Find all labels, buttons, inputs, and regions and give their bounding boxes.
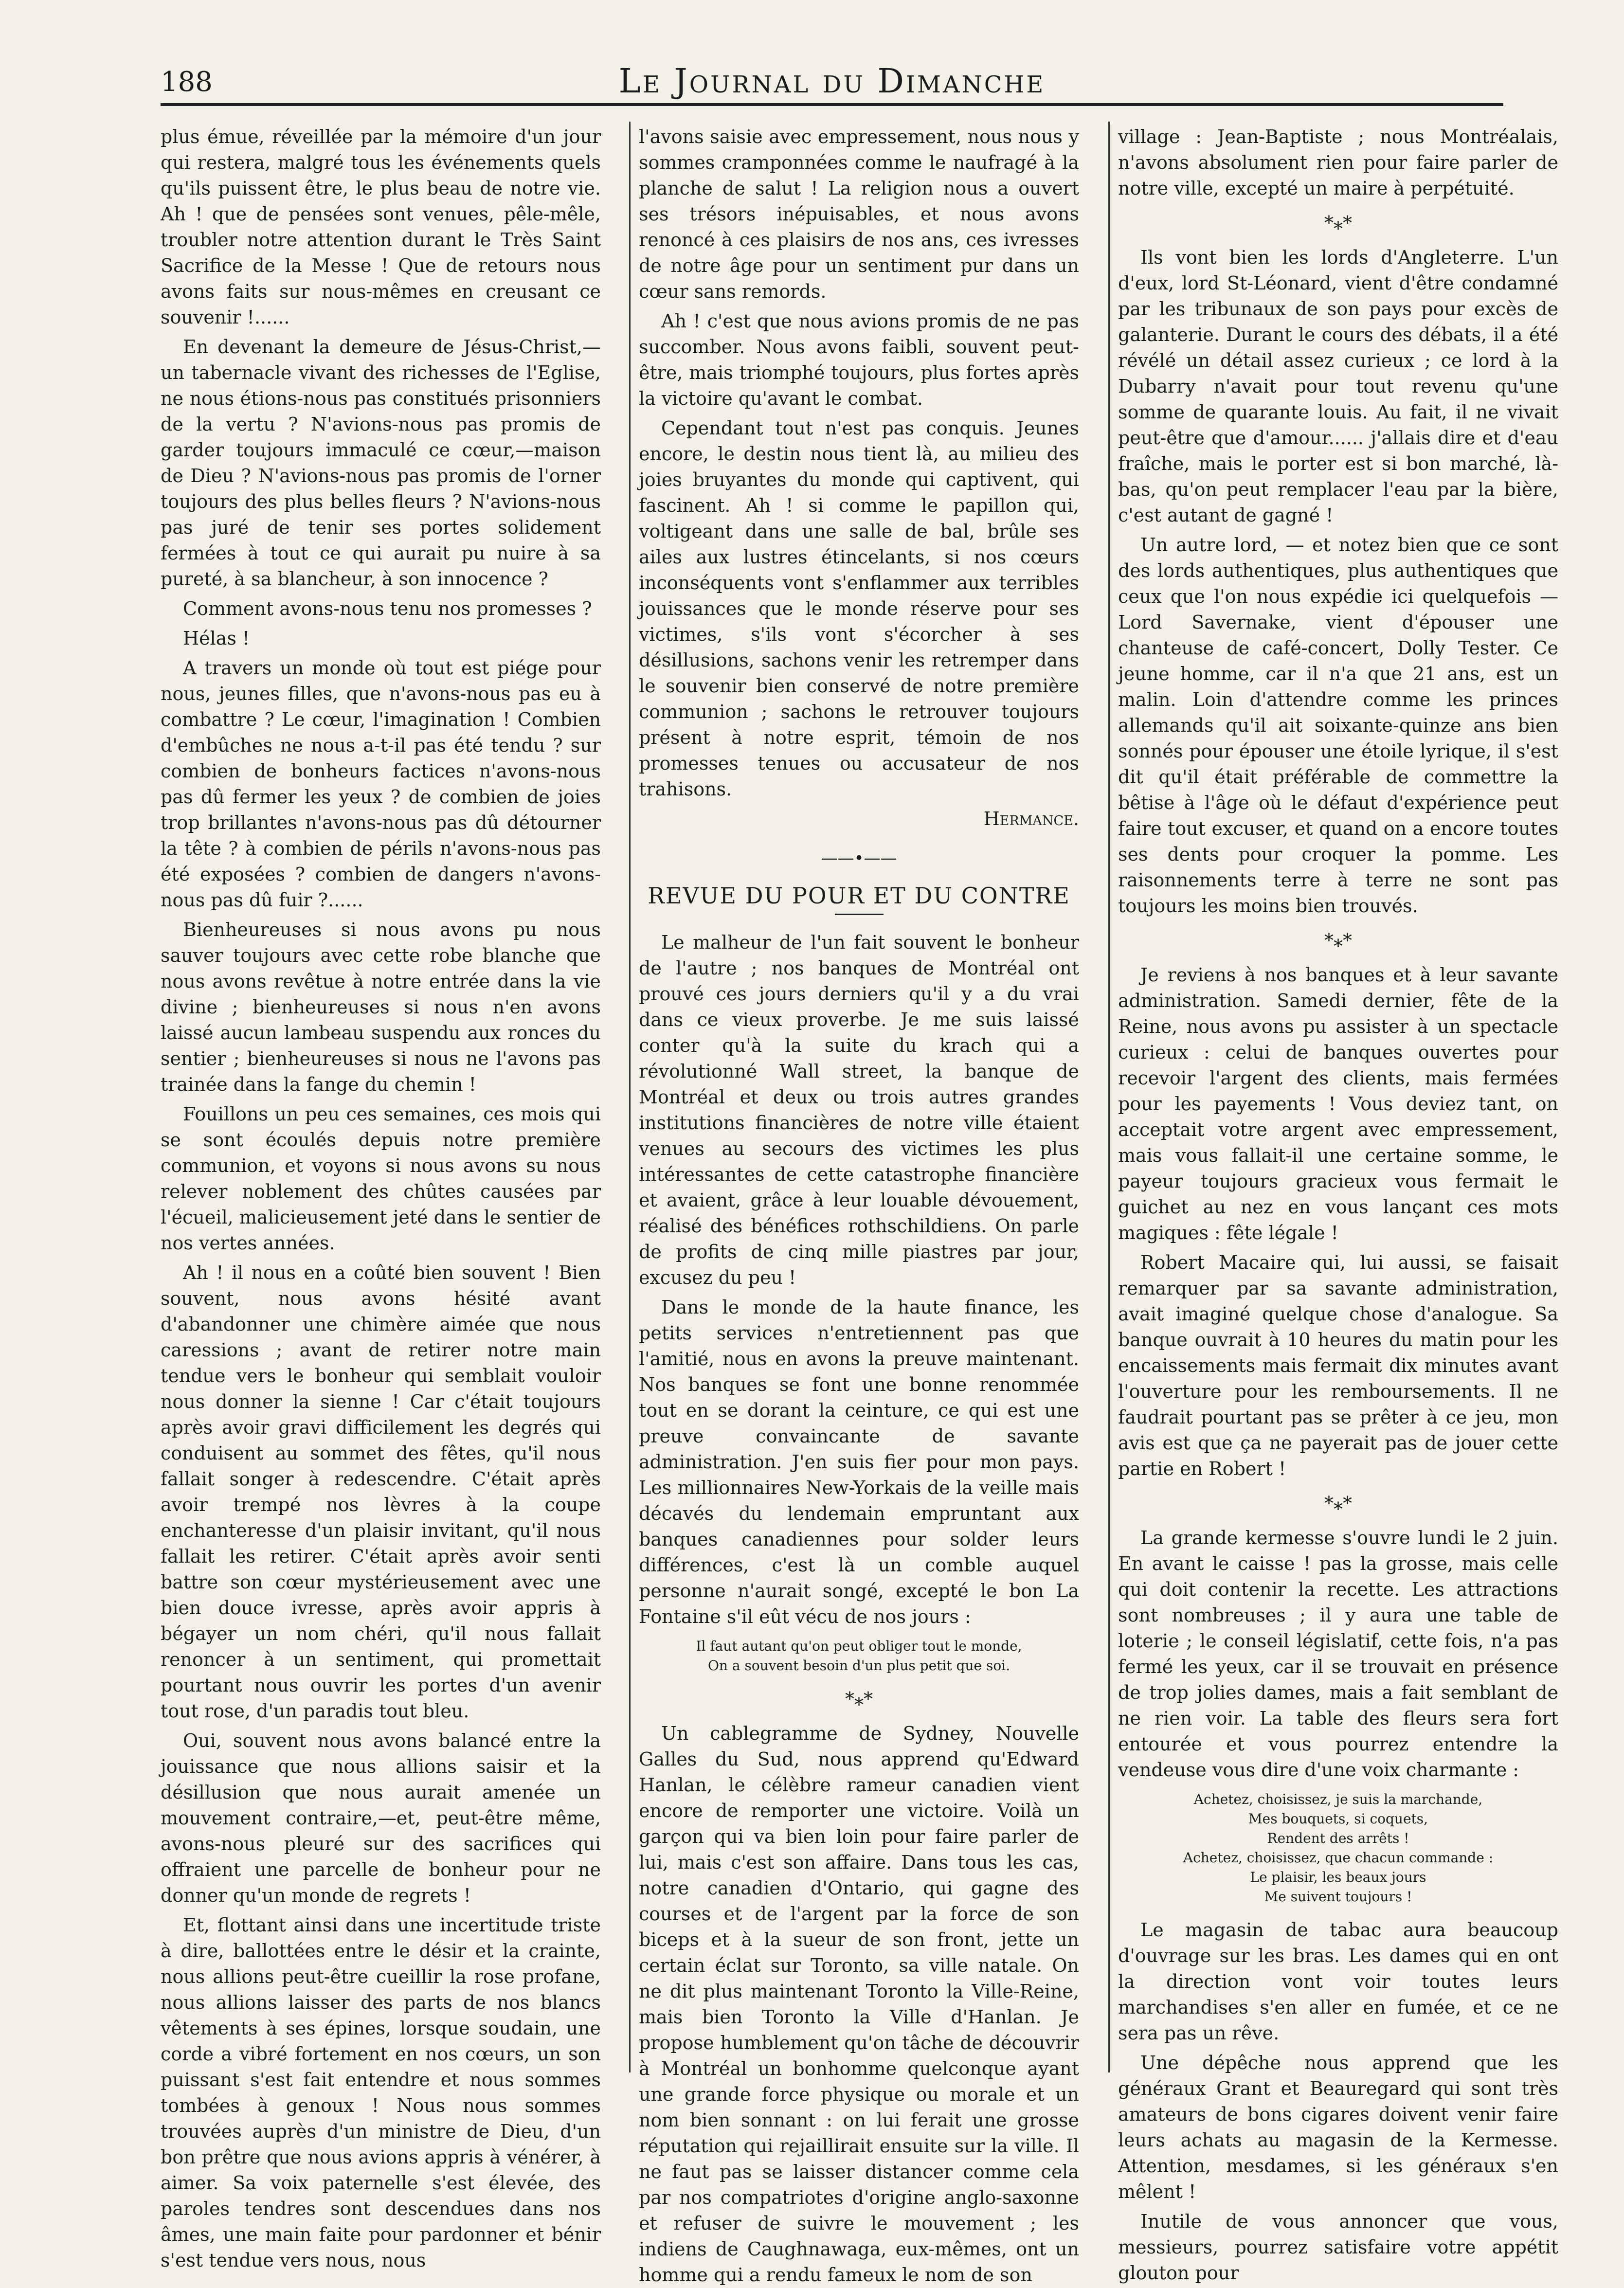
verse-line: Le plaisir, les beaux jours (1250, 1869, 1426, 1885)
column-2 (639, 124, 1079, 2286)
paragraph: Cependant tout n'est pas conquis. Jeunes encore, le destin nous tient là, au milieu des joies bruyantes du monde qui captivent, qui fascinent. Ah ! si comme le papillon qui, voltigeant dans une salle de bal, brûle ses ailes aux lustres étincelants, si nos cœurs inconséquents vont s'enflammer aux terribles jouissances que le monde réserve pour ses victimes, s'ils vont s'écorcher à ses désillusions, sachons venir les retremper dans le souvenir bien conservé de notre première communion ; sachons le retrouver toujours présent à notre esprit, témoin de nos promesses tenues ou accusateur de nos trahisons. (639, 417, 1079, 800)
asterism: *⁎* (1324, 1493, 1352, 1514)
article-text (1118, 1917, 1558, 2286)
paragraph: Et, flottant ainsi dans une incertitude triste à dire, ballottées entre le désir et la crainte, nous allions peut-être cueillir la rose profane, nous allions laisser des parts de nos blancs vêtements à ses épines, lorsque soudain, une corde a vibré fortement en nos cœurs, un son puissant s'est fait entendre et nous sommes tombées à genoux ! Nous nous sommes trouvées auprès d'un ministre de Dieu, d'un bon prêtre que nous avions appris à vénérer, à aimer. Sa voix paternelle s'est élevée, des paroles tendres sont descendues dans nos âmes, une main faite pour pardonner et bénir s'est tendue vers nous, nous (161, 1914, 601, 2271)
signature: Hermance. (983, 808, 1079, 829)
paragraph: Le magasin de tabac aura beaucoup d'ouvrage sur les bras. Les dames qui en ont la direction vont voir toutes leurs marchandises s'en aller en fumée, et ce ne sera pas un rêve. (1118, 1919, 1558, 2044)
paragraph: Oui, souvent nous avons balancé entre la jouissance que nous allions saisir et la désillusion que nous aurait amenée un mouvement contraire,—et, peut-être même, avons-nous pleuré sur des sacrifices qui offraient une parcelle de bonheur pour ne donner qu'un monde de regrets ! (161, 1730, 601, 1906)
separator: ——•—— (821, 848, 897, 868)
section-title: REVUE DU POUR ET DU CONTRE (648, 883, 1070, 909)
paragraph: Ils vont bien les lords d'Angleterre. L'un d'eux, lord St-Léonard, vient d'être condamné par les tribunaux de son pays pour excès de galanterie. Durant le cours des débats, il a été révélé un détail assez curieux ; ce lord à la Dubarry n'avait pour tout revenu qu'une somme de quarante louis. Au fait, il ne vivait peut-être que d'amour...... j'allais dire et d'eau fraîche, mais le porter est si bon marché, là-bas, qu'on peut remplacer l'eau par la bière, c'est autant de gagné ! (1118, 247, 1558, 526)
paragraph: Hélas ! (183, 628, 250, 649)
header-rule (161, 103, 1503, 106)
paragraph: l'avons saisie avec empressement, nous nous y sommes cramponnées comme le naufragé à la planche de salut ! La religion nous a ouvert ses trésors inépuisables, et nous avons renoncé à ces plaisirs de nos ans, ces ivresses de notre âge pour un sentiment pur dans un cœur sans remords. (639, 126, 1079, 302)
paragraph: Ah ! il nous en a coûté bien souvent ! Bien souvent, nous avons hésité avant d'abandonner une chimère aimée que nous caressions ; avant de retirer notre main tendue vers le bonheur qui semblait vouloir nous donner la sienne ! Car c'était toujours après avoir gravi difficilement les degrés qui conduisent au sommet des fêtes, qu'il nous fallait songer à redescendre. C'était après avoir trempé nos lèvres à la coupe enchanteresse d'un plaisir invitant, qu'il nous fallait les retirer. C'était après avoir senti battre son cœur mystérieusement avec une bien douce ivresse, après avoir appris à bégayer un nom chéri, qu'il nous fallait renoncer à un sentiment, qui promettait pourtant nous ouvrir les portes d'un avenir tout rose, d'un paradis tout bleu. (161, 1262, 601, 1722)
verse-line: Me suivent toujours ! (1264, 1889, 1412, 1905)
column-1 (161, 124, 601, 2271)
paragraph: Ah ! c'est que nous avions promis de ne pas succomber. Nous avons faibli, souvent peut-être, mais triomphé toujours, plus fortes après la victoire qu'avant le combat. (639, 310, 1079, 409)
article-text (1118, 1525, 1558, 1783)
article-text (639, 124, 1079, 802)
column-3 (1118, 124, 1558, 2284)
quote-verse (639, 1637, 1079, 1675)
article-text (639, 930, 1079, 1630)
paragraph: Je reviens à nos banques et à leur savante administration. Samedi dernier, fête de la Reine, nous avons pu assister à un spectacle curieux : celui de banques ouvertes pour recevoir l'argent des clients, mais fermées pour les payements ! Vous deviez tant, on acceptait votre argent avec empressement, mais vous fallait-il une certaine somme, le payeur toujours gracieux vous fermait le guichet au nez en vous lançant ces mots magiques : fête légale ! (1118, 964, 1558, 1243)
page-number: 188 (161, 66, 213, 98)
verse-line: Achetez, choisissez, je suis la marchande, (1193, 1791, 1483, 1807)
paragraph: Un autre lord, — et notez bien que ce sont des lords authentiques, plus authentiques que ceux que l'on nous expédie ici quelquefois — Lord Savernake, vient d'épouser une chanteuse de café-concert, Dolly Tester. Ce jeune homme, car il n'a que 21 ans, est un malin. Loin d'attendre comme les princes allemands qu'il ait soixante-quinze ans bien sonnés pour épouser une étoile lyrique, il s'est dit qu'il était préférable de commettre la bêtise à l'âge où le défaut d'expérience peut faire tout excuser, et quand on a encore toutes ses dents pour croquer la pomme. Les raisonnements terre à terre ne sont pas toujours les moins bien trouvés. (1118, 534, 1558, 917)
column-divider (629, 122, 631, 2072)
journal-title: Le Journal du Dimanche (618, 62, 1046, 101)
paragraph: Un cablegramme de Sydney, Nouvelle Galles du Sud, nous apprend qu'Edward Hanlan, le célèbre rameur canadien vient encore de remporter une victoire. Voilà un garçon qui va bien loin pour faire parler de lui, mais c'est son affaire. Dans tous les cas, notre canadien d'Ontario, qui gagne des courses et de l'argent par la force de son biceps et à la sueur de son front, jette un certain éclat sur Toronto, sa ville natale. On ne dit plus maintenant Toronto la Ville-Reine, mais bien Toronto la Ville d'Hanlan. Je propose humblement qu'on tâche de découvrir à Montréal un bonhomme quelconque ayant une grande force physique ou morale et un nom bien sonnant : on lui ferait une grosse réputation qui rejaillirait ensuite sur la ville. Il ne faut pas se laisser distancer comme cela par nos compatriotes d'origine anglo-saxonne et refuser de suivre le mouvement ; les indiens de Caughnawaga, eux-mêmes, ont un homme qui a rendu fameux le nom de son (639, 1723, 1079, 2286)
column-divider (1108, 122, 1110, 2072)
verse-line: Il faut autant qu'on peut obliger tout le monde, (696, 1638, 1022, 1654)
paragraph: Le malheur de l'un fait souvent le bonheur de l'autre ; nos banques de Montréal ont prouvé ces jours derniers qu'il y a du vrai dans ce vieux proverbe. Je me suis laissé conter qu'à la suite du krach qui a révolutionné Wall street, la banque de Montréal et deux ou trois autres grandes institutions financières de notre ville étaient venues au secours des victimes les plus intéressantes de cette catastrophe financière et avaient, grâce à leur louable dévouement, réalisé des bénéfices rothschildiens. On parle de profits de cinq mille piastres par jour, excusez du peu ! (639, 932, 1079, 1288)
paragraph: Fouillons un peu ces semaines, ces mois qui se sont écoulés depuis notre première communion, et voyons si nous avons su nous relever noblement des chûtes causées par l'écueil, malicieusement jeté dans le sentier de nos vertes années. (161, 1103, 601, 1254)
asterism: *⁎* (1324, 212, 1352, 234)
paragraph: Inutile de vous annoncer que vous, messieurs, pourrez satisfaire votre appétit glouton pour (1118, 2211, 1558, 2284)
verse-line: On a souvent besoin d'un plus petit que soi. (707, 1657, 1010, 1674)
article-text (1118, 245, 1558, 919)
paragraph: Une dépêche nous apprend que les généraux Grant et Beauregard qui sont très amateurs de bons cigares doivent venir faire leurs achats au magasin de la Kermesse. Attention, mesdames, si les généraux s'en mêlent ! (1118, 2052, 1558, 2202)
paragraph: En devenant la demeure de Jésus-Christ,—un tabernacle vivant des richesses de l'Eglise, ne nous étions-nous pas constitués prisonniers de la vertu ? N'avions-nous pas promis de garder toujours immaculé ce cœur,—maison de Dieu ? N'avions-nous pas promis de l'orner toujours des plus belles fleurs ? N'avions-nous pas juré de tenir ses portes solidement fermées à tout ce qui aurait pu nuire à sa pureté, à sa blancheur, à son innocence ? (161, 336, 601, 590)
article-text (1118, 962, 1558, 1482)
article-text (639, 1721, 1079, 2288)
paragraph: La grande kermesse s'ouvre lundi le 2 juin. En avant le caisse ! pas la grosse, mais celle qui doit contenir la recette. Les attractions sont nombreuses ; il y aura une table de loterie ; le conseil législatif, cette fois, n'a pas fermé les yeux, car il se trouvait en présence de trop jolies dames, mais a fait semblant de ne rien voir. La table des fleurs sera fort entourée et vous pourrez entendre la vendeuse vous dire d'une voix charmante : (1118, 1527, 1558, 1781)
verse-line: Achetez, choisissez, que chacun commande : (1183, 1850, 1494, 1866)
asterism: *⁎* (1324, 930, 1352, 951)
article-text (1118, 124, 1558, 201)
page-header (161, 62, 1503, 106)
verse-line: Mes bouquets, si coquets, (1248, 1811, 1428, 1827)
paragraph: Comment avons-nous tenu nos promesses ? (183, 598, 592, 619)
asterism: *⁎* (845, 1688, 873, 1710)
paragraph: Dans le monde de la haute finance, les petits services n'entretiennent pas que l'amitié, nous en avons la preuve maintenant. Nos banques se font une bonne renommée tout en se dorant la ceinture, ce qui est une preuve convaincante de savante administration. J'en suis fier pour mon pays. Les millionnaires New-Yorkais de la veille mais décavés du lendemain empruntant aux banques canadiennes pour solder leurs différences, c'est là un comble auquel personne n'aurait songé, excepté le bon La Fontaine s'il eût vécu de nos jours : (639, 1297, 1079, 1627)
verse-line: Rendent des arrêts ! (1267, 1830, 1409, 1846)
song-verse (1118, 1790, 1558, 1907)
paragraph: village : Jean-Baptiste ; nous Montréalais, n'avons absolument rien pour faire parler de notre ville, excepté un maire à perpétuité. (1118, 126, 1558, 199)
paragraph: plus émue, réveillée par la mémoire d'un jour qui restera, malgré tous les événements quels qu'ils puissent être, le plus beau de notre vie. Ah ! que de pensées sont venues, pêle-mêle, troubler notre attention durant le Très Saint Sacrifice de la Messe ! Que de retours nous avons faits sur nous-mêmes en creusant ce souvenir !...... (161, 126, 601, 328)
paragraph: Robert Macaire qui, lui aussi, se faisait remarquer par sa savante administration, avait imaginé quelque chose d'analogue. Sa banque ouvrait à 10 heures du matin pour les encaissements mais fermait dix minutes avant l'ouverture pour les remboursements. Il ne faudrait pourtant pas se prêter à ce jeu, mon avis est que ça ne payerait pas de jouer cette partie en Robert ! (1118, 1252, 1558, 1479)
paragraph: Bienheureuses si nous avons pu nous sauver toujours avec cette robe blanche que nous avons revêtue à notre entrée dans la vie divine ; bienheureuses si nous n'en avons laissé aucun lambeau suspendu aux ronces du sentier ; bienheureuses si nous ne l'avons pas trainée dans la fange du chemin ! (161, 919, 601, 1095)
paragraph: A travers un monde où tout est piége pour nous, jeunes filles, que n'avons-nous pas eu à combattre ? Le cœur, l'imagination ! Combien d'embûches ne nous a-t-il pas été tendu ? sur combien de bonheurs factices n'avons-nous pas dû fermer les yeux ? de combien de joies trop brillantes n'avons-nous pas dû détourner la tête ? à combien de périls n'avons-nous pas été exposées ? combien de dangers n'avons-nous pas dû fuir ?...... (161, 657, 601, 911)
title-rule (835, 914, 884, 915)
